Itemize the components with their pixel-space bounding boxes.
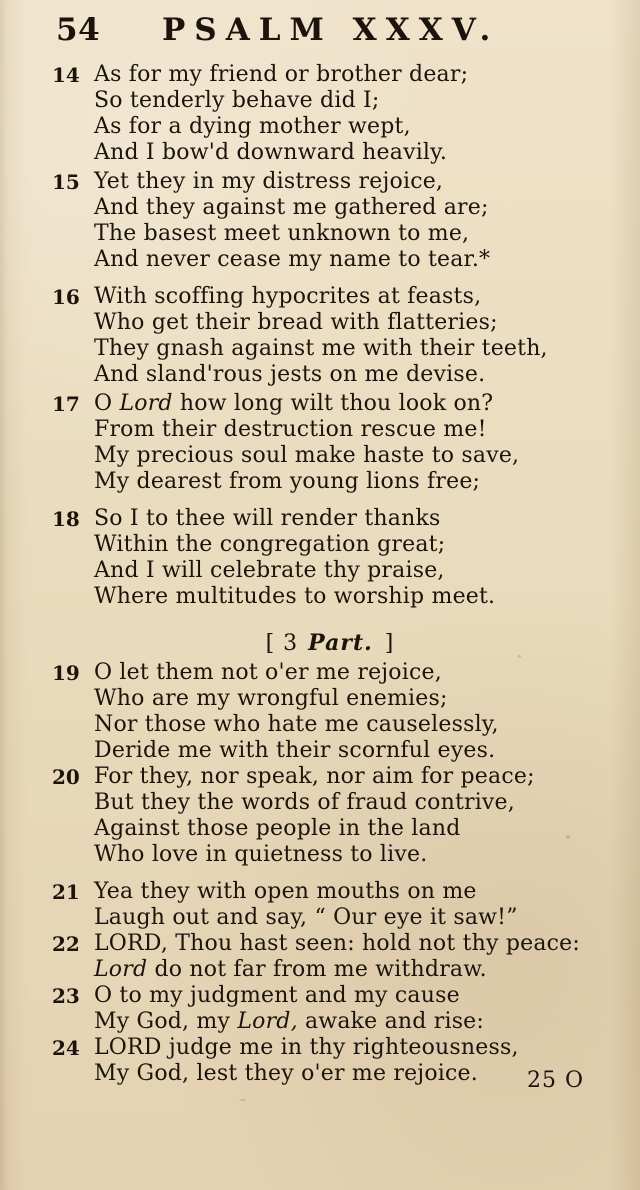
- verse-line: [52, 931, 600, 957]
- part-heading-right: ]: [384, 631, 395, 656]
- verse-text: Laugh out and say, “ Our eye it saw!”: [94, 905, 518, 930]
- verse-text: LORD judge me in thy righteousness,: [94, 1035, 519, 1060]
- verse-text: Nor those who hate me causelessly,: [94, 712, 499, 737]
- verse-line: [52, 443, 600, 469]
- verse-text: And they against me gathered are;: [94, 195, 489, 220]
- verse-line: [52, 310, 600, 336]
- verse-line: [52, 114, 600, 140]
- verse-text: With scoffing hypocrites at feasts,: [94, 284, 482, 309]
- verse-line: [52, 712, 600, 738]
- verse-text: From their destruction rescue me!: [94, 417, 487, 442]
- verse-text: Deride me with their scornful eyes.: [94, 738, 496, 763]
- verse-line: [52, 391, 600, 417]
- lord-italic: Lord: [94, 957, 148, 982]
- part-heading-inner: [266, 628, 395, 659]
- verse-text: And never cease my name to tear.*: [94, 247, 491, 272]
- verse-line: [52, 195, 600, 221]
- page-header: [0, 10, 640, 50]
- verse-line: [52, 660, 600, 686]
- verse-text: O let them not o'er me rejoice,: [94, 660, 442, 685]
- stanza-verse-24: [52, 1035, 600, 1087]
- verse-line: [52, 1035, 600, 1061]
- verse-text: And I will celebrate thy praise,: [94, 558, 445, 583]
- verse-line: [52, 417, 600, 443]
- verse-text: But they the words of fraud contrive,: [94, 790, 515, 815]
- verse-text: Who love in quietness to live.: [94, 842, 428, 867]
- verse-text: Within the congregation great;: [94, 532, 446, 557]
- verse-text-prefix: My God, my: [94, 1009, 238, 1034]
- verse-text: And sland'rous jests on me devise.: [94, 362, 486, 387]
- verse-text-suffix: how long wilt thou look on?: [172, 391, 494, 416]
- verse-text: For they, nor speak, nor aim for peace;: [94, 764, 535, 789]
- verse-line: [52, 336, 600, 362]
- verse-text: They gnash against me with their teeth,: [94, 336, 548, 361]
- verse-text: LORD, Thou hast seen: hold not thy peace:: [94, 931, 580, 956]
- verse-line: [52, 169, 600, 195]
- verse-text: Yea they with open mouths on me: [94, 879, 477, 904]
- verse-line: [52, 62, 600, 88]
- stanza-verse-22: [52, 931, 600, 983]
- verse-line: [52, 879, 600, 905]
- verse-line: [52, 506, 600, 532]
- verse-text-suffix: do not far from me withdraw.: [147, 957, 487, 982]
- verse-line: [52, 1061, 600, 1087]
- verse-number: 17: [52, 392, 80, 416]
- verse-line: [52, 532, 600, 558]
- verse-number: 18: [52, 507, 80, 531]
- part-heading-left: [ 3: [265, 631, 299, 656]
- lord-italic: Lord,: [237, 1009, 298, 1034]
- stanza-verse-16: [52, 284, 600, 388]
- verse-line: [52, 469, 600, 495]
- lord-italic: Lord: [119, 391, 173, 416]
- verse-text: [94, 957, 487, 983]
- verse-line: [52, 221, 600, 247]
- verse-line: [52, 362, 600, 388]
- verse-text: So tenderly behave did I;: [94, 88, 380, 113]
- paper-speck: [240, 1099, 246, 1101]
- verse-number: 21: [52, 880, 80, 904]
- verse-text: The basest meet unknown to me,: [94, 221, 470, 246]
- verse-line: [52, 88, 600, 114]
- stanza-verse-19: [52, 660, 600, 764]
- stanza-verse-14: [52, 62, 600, 166]
- verse-line: [52, 905, 600, 931]
- verse-text: O to my judgment and my cause: [94, 983, 460, 1008]
- stanza-verse-21: [52, 879, 600, 931]
- verse-text: And I bow'd downward heavily.: [94, 140, 448, 165]
- verse-text: As for a dying mother wept,: [94, 114, 411, 139]
- part-heading-word: Part.: [308, 630, 373, 656]
- verse-text: My dearest from young lions free;: [94, 469, 481, 494]
- running-title: PSALM XXXV.: [162, 12, 500, 48]
- verse-text: So I to thee will render thanks: [94, 506, 441, 531]
- verse-line: [52, 1009, 600, 1035]
- verse-number: 20: [52, 765, 80, 789]
- part-heading: [56, 628, 604, 658]
- verse-text: Where multitudes to worship meet.: [94, 584, 496, 609]
- verse-line: [52, 247, 600, 273]
- verse-text: Who get their bread with flatteries;: [94, 310, 498, 335]
- verse-text: Who are my wrongful enemies;: [94, 686, 448, 711]
- verse-number: 15: [52, 170, 80, 194]
- verse-text: [94, 1009, 484, 1035]
- stanza-verse-17: [52, 391, 600, 495]
- verse-line: [52, 842, 600, 868]
- verse-line: [52, 738, 600, 764]
- verse-line: [52, 957, 600, 983]
- verse-number: 16: [52, 285, 80, 309]
- verse-number: 19: [52, 661, 80, 685]
- psalm-verses: [52, 62, 600, 1087]
- verse-line: [52, 983, 600, 1009]
- verse-text: My God, lest they o'er me rejoice.: [94, 1061, 478, 1086]
- verse-text: [94, 391, 493, 417]
- verse-line: [52, 686, 600, 712]
- verse-number: 14: [52, 63, 80, 87]
- verse-line: [52, 284, 600, 310]
- verse-number: 24: [52, 1036, 80, 1060]
- verse-line: [52, 816, 600, 842]
- verse-line: [52, 558, 600, 584]
- stanza-verse-15: [52, 169, 600, 273]
- verse-text: My precious soul make haste to save,: [94, 443, 520, 468]
- stanza-verse-20: [52, 764, 600, 868]
- stanza-verse-23: [52, 983, 600, 1035]
- verse-text: Yet they in my distress rejoice,: [94, 169, 444, 194]
- verse-line: [52, 584, 600, 610]
- catchword: 25 O: [526, 1068, 584, 1093]
- page-number: 54: [56, 12, 101, 48]
- verse-number: 22: [52, 932, 80, 956]
- verse-line: [52, 140, 600, 166]
- verse-text-prefix: O: [94, 391, 120, 416]
- verse-text: Against those people in the land: [94, 816, 461, 841]
- verse-line: [52, 790, 600, 816]
- stanza-verse-18: [52, 506, 600, 610]
- verse-line: [52, 764, 600, 790]
- verse-text-suffix: awake and rise:: [297, 1009, 485, 1034]
- verse-number: 23: [52, 984, 80, 1008]
- verse-text: As for my friend or brother dear;: [94, 62, 469, 87]
